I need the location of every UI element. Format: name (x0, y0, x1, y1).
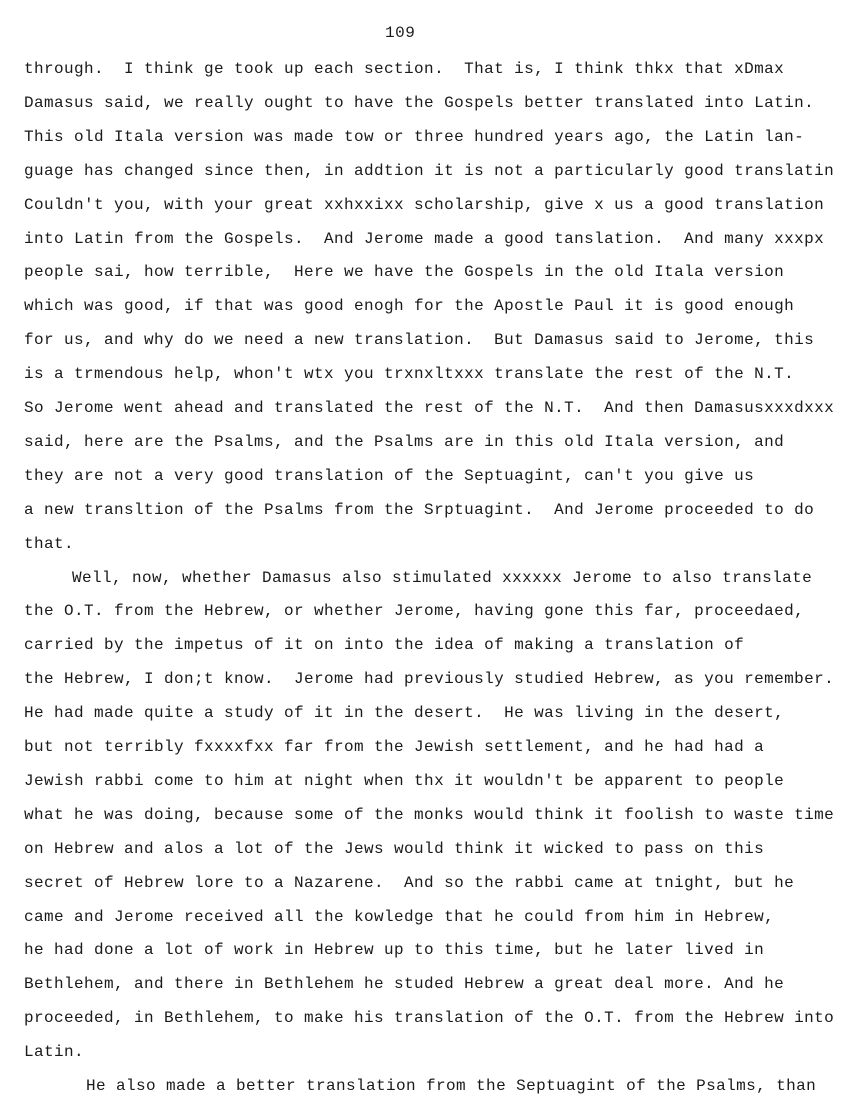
text-line: into Latin from the Gospels. And Jerome made a good tanslation. And many xxxpx (24, 229, 825, 248)
page-number: 109 (385, 24, 416, 42)
text-line: on Hebrew and alos a lot of the Jews would think it wicked to pass on this (24, 839, 765, 858)
text-line: Jewish rabbi come to him at night when thx it wouldn't be apparent to people (24, 771, 785, 790)
text-line: Well, now, whether Damasus also stimulated xxxxxx Jerome to also translate (72, 568, 813, 587)
text-line: Latin. (24, 1043, 85, 1062)
text-line: is a trmendous help, whon't wtx you trxnxltxxx translate the rest of the N.T. (24, 365, 795, 384)
text-line: proceeded, in Bethlehem, to make his translation of the O.T. from the Hebrew into (24, 1009, 835, 1028)
text-line: carried by the impetus of it on into the idea of making a translation of (24, 636, 745, 655)
text-line: a new transltion of the Psalms from the Srptuagint. And Jerome proceeded to do (24, 500, 815, 519)
text-line: said, here are the Psalms, and the Psalms are in this old Itala version, and (24, 432, 785, 451)
text-line: He had made quite a study of it in the desert. He was living in the desert, (24, 704, 785, 723)
text-line: He also made a better translation from the Septuagint of the Psalms, than (86, 1077, 817, 1095)
text-line: what he was doing, because some of the monks would think it foolish to waste time (24, 805, 835, 824)
text-line: the O.T. from the Hebrew, or whether Jerome, having gone this far, proceedaed, (24, 602, 805, 621)
text-line: for us, and why do we need a new translation. But Damasus said to Jerome, this (24, 331, 815, 350)
text-line: guage has changed since then, in addtion it is not a particularly good translatin (24, 161, 835, 180)
text-line: the Hebrew, I don;t know. Jerome had previously studied Hebrew, as you remember. (24, 670, 835, 689)
text-line: through. I think ge took up each section. That is, I think thkx that xDmax (24, 60, 785, 78)
text-line: So Jerome went ahead and translated the rest of the N.T. And then Damasusxxxdxxx (24, 399, 835, 417)
text-line: secret of Hebrew lore to a Nazarene. And so the rabbi came at tnight, but he (24, 873, 795, 892)
text-line: Bethlehem, and there in Bethlehem he studed Hebrew a great deal more. And he (24, 975, 785, 994)
text-line: but not terribly fxxxxfxx far from the Jewish settlement, and he had had a (24, 738, 765, 756)
text-line: Couldn't you, with your great xxhxxixx scholarship, give x us a good translation (24, 195, 825, 214)
text-line: Damasus said, we really ought to have the Gospels better translated into Latin. (24, 93, 815, 112)
text-line: that. (24, 534, 75, 553)
text-line: people sai, how terrible, Here we have the Gospels in the old Itala version (24, 263, 785, 282)
text-line: they are not a very good translation of the Septuagint, can't you give us (24, 466, 755, 485)
text-line: came and Jerome received all the kowledge that he could from him in Hebrew, (24, 907, 775, 926)
text-line: which was good, if that was good enogh for the Apostle Paul it is good enough (24, 297, 795, 316)
text-line: This old Itala version was made tow or three hundred years ago, the Latin lan- (24, 127, 805, 146)
text-line: he had done a lot of work in Hebrew up to this time, but he later lived in (24, 941, 765, 960)
